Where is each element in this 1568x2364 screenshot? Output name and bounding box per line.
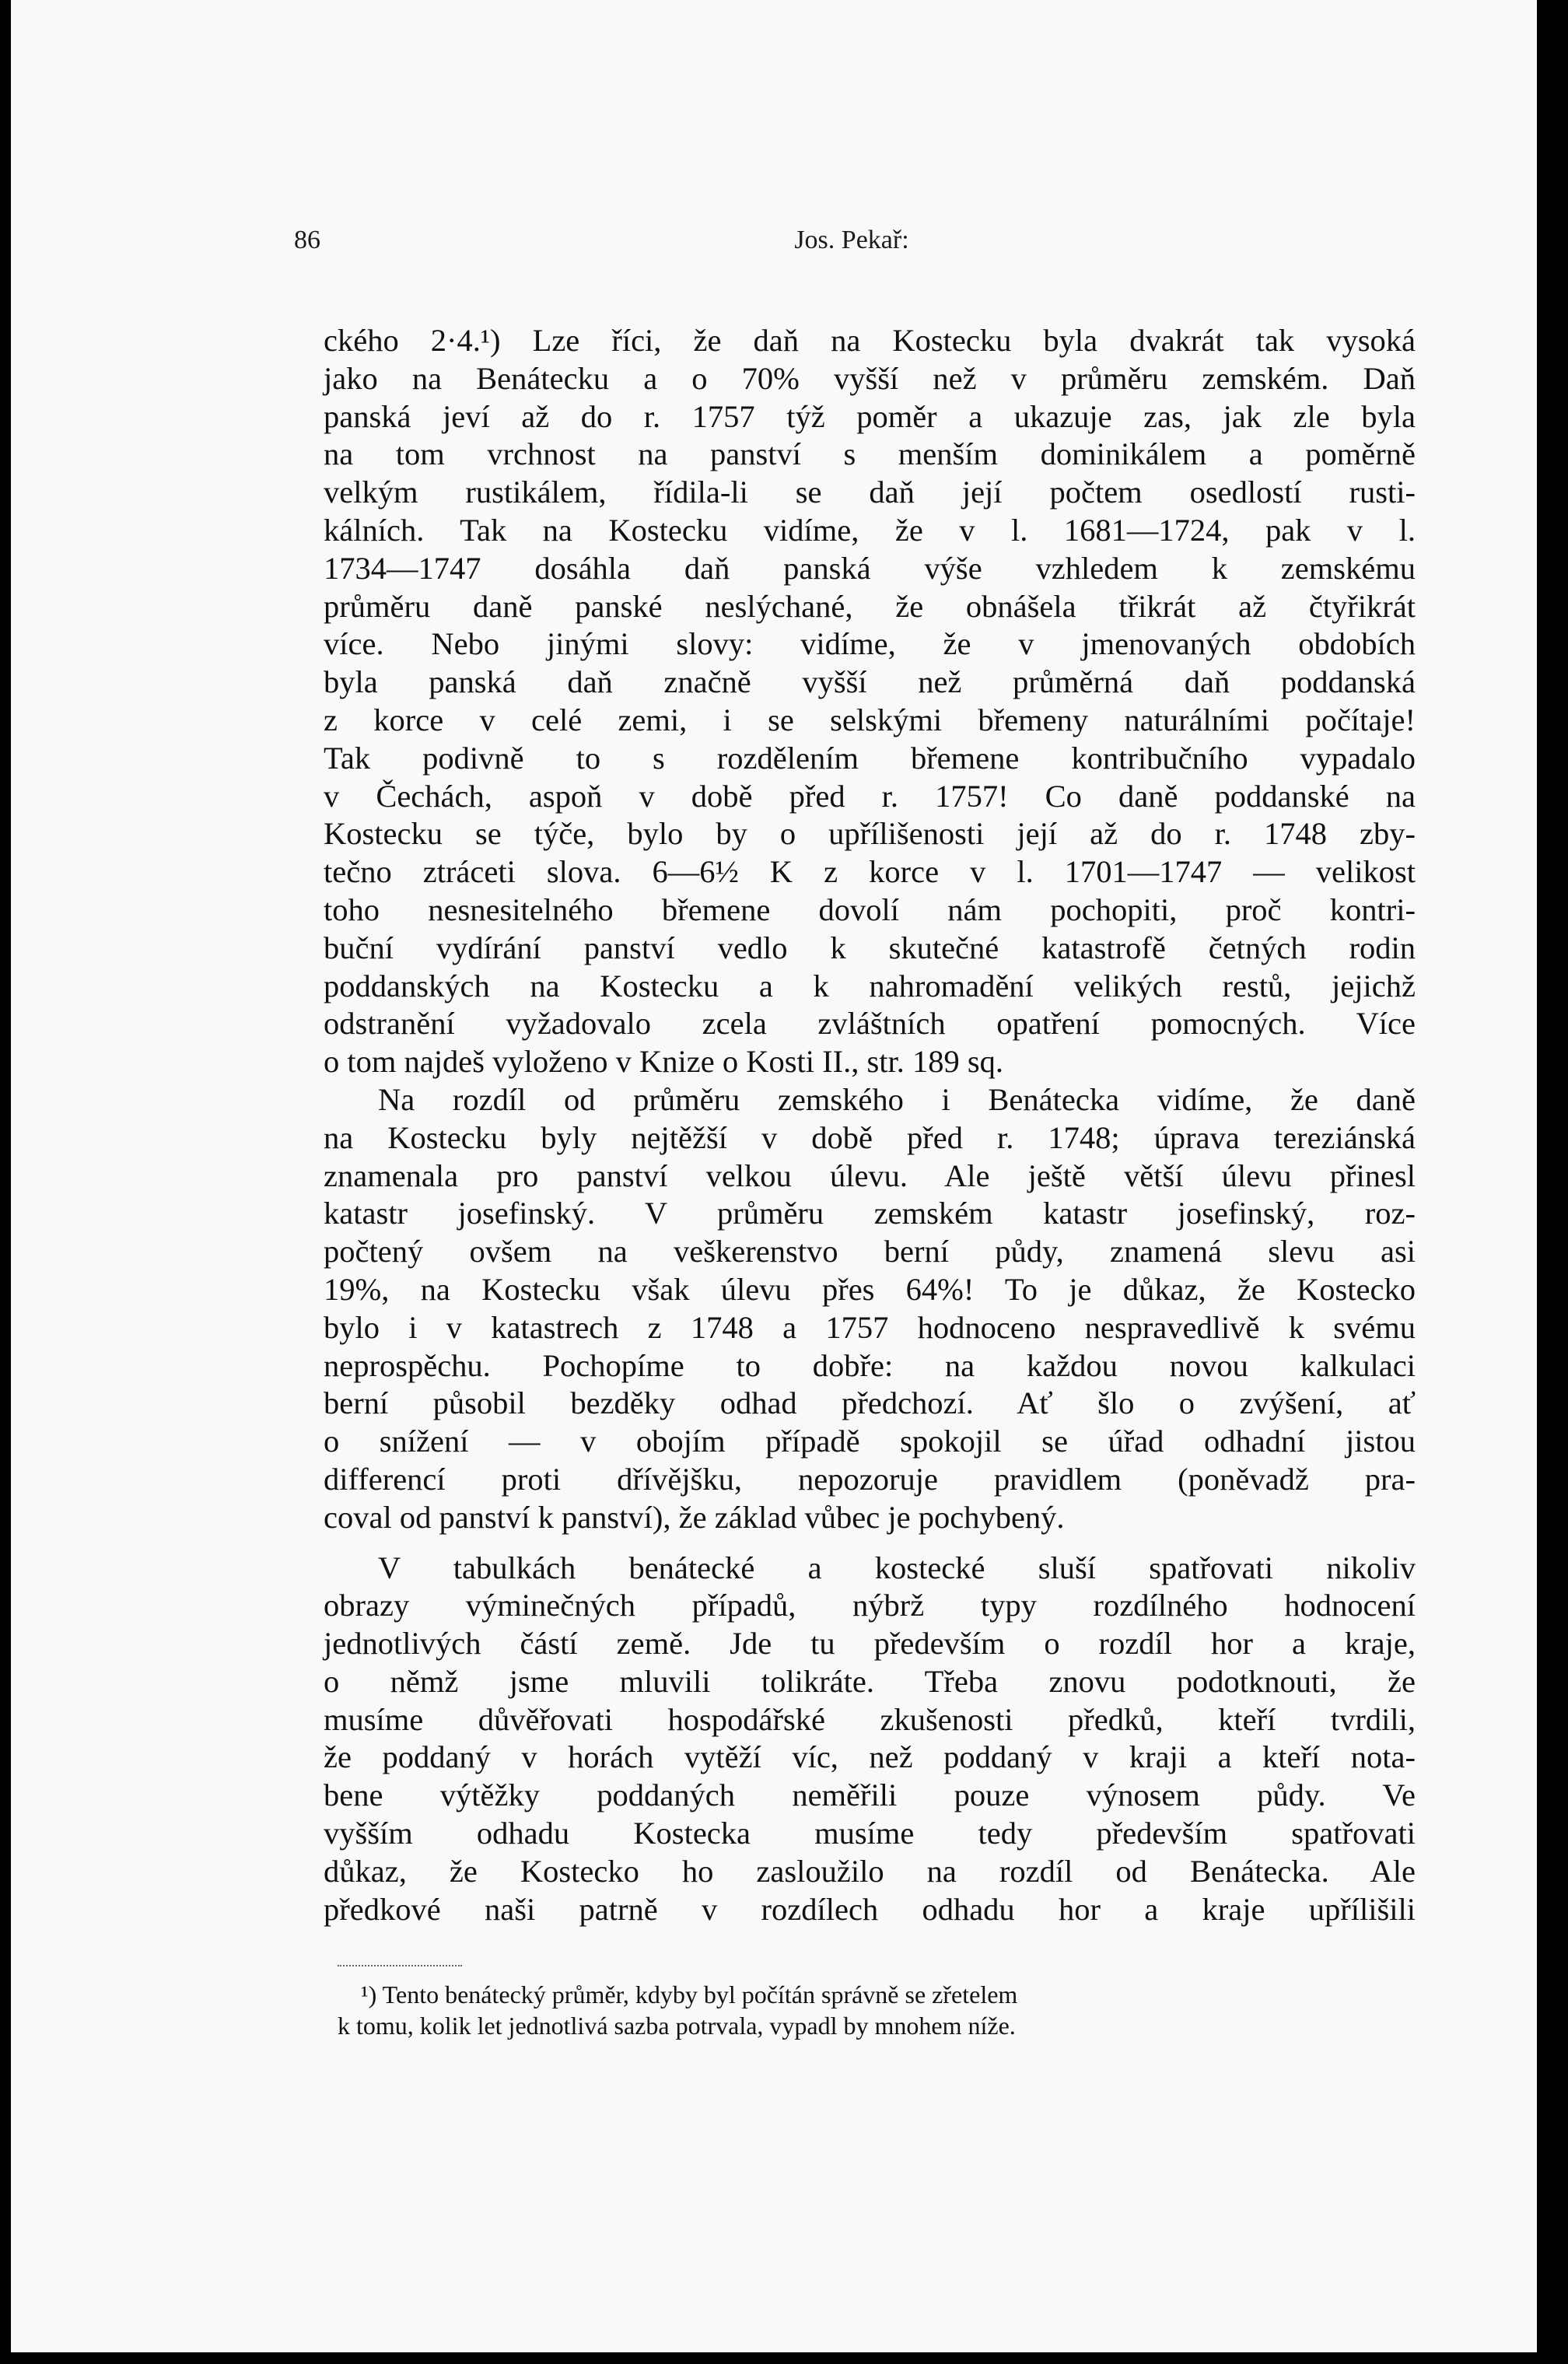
footnote-line: k tomu, kolik let jednotlivá sazba potrvala, vypadl by mnohem níže.: [338, 2012, 1016, 2040]
text-line: katastr josefinský. V průměru zemském katastr josefinský, roz-: [324, 1196, 1416, 1231]
text-line: neprospěchu. Pochopíme to dobře: na každou novou kalkulaci: [324, 1347, 1416, 1383]
text-line: z korce v celé zemi, i se selskými břemeny naturálními počítaje!: [324, 702, 1416, 737]
book-page: [11, 0, 1537, 2352]
text-line: bene výtěžky poddaných neměřili pouze výnosem půdy. Ve: [324, 1777, 1416, 1813]
footnote: [338, 1979, 1403, 2041]
paragraph-1: [324, 322, 1416, 1081]
text-line: berní působil bezděky odhad předchozí. Ať šlo o zvýšení, ať: [324, 1385, 1416, 1421]
text-line: na tom vrchnost na panství s menším dominikálem a poměrně: [324, 436, 1416, 472]
text-line: coval od panství k panství), že základ vůbec je pochybený.: [324, 1499, 1065, 1535]
text-line: ckého 2·4.¹) Lze říci, že daň na Kostecku byla dvakrát tak vysoká: [324, 323, 1416, 358]
text-line: více. Nebo jinými slovy: vidíme, že v jmenovaných obdobích: [324, 626, 1416, 662]
text-line: o němž jsme mluvili tolikráte. Třeba znovu podotknouti, že: [324, 1663, 1416, 1699]
footnote-line: ¹) Tento benátecký průměr, kdyby byl počítán správně se zřetelem: [361, 1981, 1018, 2009]
text-line: obrazy výminečných případů, nýbrž typy rozdílného hodnocení: [324, 1588, 1416, 1623]
text-line: poddanských na Kostecku a k nahromadění velikých restů, jejichž: [324, 968, 1416, 1003]
text-line: předkové naši patrně v rozdílech odhadu hor a kraje upřílišili: [324, 1891, 1416, 1927]
text-line: panská jeví až do r. 1757 týž poměr a ukazuje zas, jak zle byla: [324, 398, 1416, 434]
text-line: odstranění vyžadovalo zcela zvláštních opatření pomocných. Více: [324, 1006, 1416, 1042]
text-line: jednotlivých částí země. Jde tu především o rozdíl hor a kraje,: [324, 1626, 1416, 1662]
text-line: na Kostecku byly nejtěžší v době před r. 1748; úprava tereziánská: [324, 1119, 1416, 1155]
text-line: znamenala pro panství velkou úlevu. Ale ještě větší úlevu přinesl: [324, 1157, 1416, 1193]
page-number: 86: [294, 226, 320, 254]
text-line: bylo i v katastrech z 1748 a 1757 hodnoceno nespravedlivě k svému: [324, 1309, 1416, 1345]
running-head-author: Jos. Pekař:: [794, 226, 909, 254]
text-line: byla panská daň značně vyšší než průměrná daň poddanská: [324, 664, 1416, 700]
running-head: [288, 226, 1416, 275]
text-line: průměru daně panské neslýchané, že obnášela třikrát až čtyřikrát: [324, 588, 1416, 624]
text-line: Na rozdíl od průměru zemského i Benátecka vidíme, že daně: [378, 1081, 1416, 1117]
text-line: že poddaný v horách vytěží víc, než poddaný v kraji a kteří nota-: [324, 1739, 1416, 1775]
text-line: toho nesnesitelného břemene dovolí nám pochopiti, proč kontri-: [324, 891, 1416, 927]
text-line: počtený ovšem na veškerenstvo berní půdy, znamená slevu asi: [324, 1234, 1416, 1270]
text-line: vyšším odhadu Kostecka musíme tedy především spatřovati: [324, 1816, 1416, 1851]
text-line: V tabulkách benátecké a kostecké sluší spatřovati nikoliv: [378, 1550, 1416, 1585]
text-line: o snížení — v obojím případě spokojil se úřad odhadní jistou: [324, 1424, 1416, 1459]
text-line: kálních. Tak na Kostecku vidíme, že v l. 1681—1724, pak v l.: [324, 512, 1416, 548]
text-line: Tak podivně to s rozdělením břemene kontribučního vypadalo: [324, 740, 1416, 776]
paragraph-2: [324, 1081, 1416, 1537]
footnote-rule: [338, 1965, 462, 1966]
text-line: musíme důvěřovati hospodářské zkušenosti předků, kteří tvrdili,: [324, 1701, 1416, 1737]
text-line: tečno ztráceti slova. 6—6½ K z korce v l. 1701—1747 — velikost: [324, 854, 1416, 890]
text-line: Kostecku se týče, bylo by o upřílišenosti její až do r. 1748 zby-: [324, 816, 1416, 852]
text-line: v Čechách, aspoň v době před r. 1757! Co daně poddanské na: [324, 778, 1416, 814]
text-line: buční vydírání panství vedlo k skutečné katastrofě četných rodin: [324, 930, 1416, 965]
paragraph-3: [324, 1550, 1416, 1929]
text-line: 19%, na Kostecku však úlevu přes 64%! To je důkaz, že Kostecko: [324, 1271, 1416, 1307]
text-line: důkaz, že Kostecko ho zasloužilo na rozdíl od Benátecka. Ale: [324, 1853, 1416, 1889]
text-line: velkým rustikálem, řídila-li se daň její počtem osedlostí rusti-: [324, 475, 1416, 510]
text-line: differencí proti dřívějšku, nepozoruje pravidlem (poněvadž pra-: [324, 1461, 1416, 1497]
text-line: jako na Benátecku a o 70% vyšší než v průměru zemském. Daň: [324, 360, 1416, 396]
text-line: o tom najdeš vyloženo v Knize o Kosti II., str. 189 sq.: [324, 1044, 1004, 1080]
text-line: 1734—1747 dosáhla daň panská výše vzhledem k zemskému: [324, 550, 1416, 586]
body-text: [324, 322, 1416, 1928]
